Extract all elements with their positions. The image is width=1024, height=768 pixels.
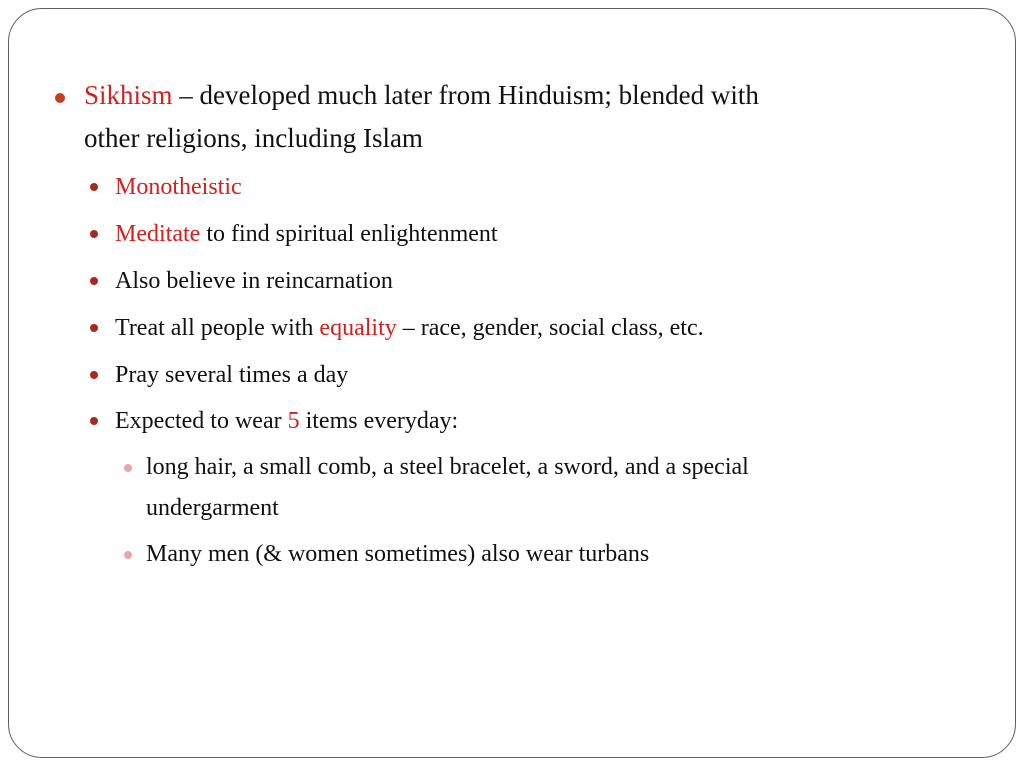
five-items-text-before: Expected to wear (115, 408, 288, 434)
sub-bullet-pray (115, 360, 348, 390)
sub-bullet-meditate (115, 219, 498, 249)
bullet-marker (124, 551, 132, 559)
sub-sub-bullet-five-ks (146, 447, 986, 488)
highlight-equality: equality (319, 315, 397, 341)
sub-sub-bullet-five-ks-continuation (146, 488, 986, 529)
sikhism-description: – developed much later from Hinduism; blended with (172, 80, 759, 110)
bullet-marker (55, 93, 65, 103)
equality-text-after: – race, gender, social class, etc. (396, 315, 704, 341)
five-items-text-after: items everyday: (299, 408, 459, 434)
highlight-monotheistic: Monotheistic (115, 174, 242, 200)
bullet-marker (124, 464, 132, 472)
meditate-text: to find spiritual enlightenment (200, 221, 498, 247)
sub-sub-bullet-turbans (146, 534, 986, 575)
bullet-marker (90, 371, 98, 379)
bullet-sikhism (84, 74, 984, 117)
sub-bullet-monotheistic (115, 172, 242, 202)
five-ks-line1: long hair, a small comb, a steel bracelet, a sword, and a special (146, 454, 749, 480)
sub-bullet-reincarnation (115, 266, 393, 296)
keyword-sikhism: Sikhism (84, 80, 173, 110)
reincarnation-text: Also believe in reincarnation (115, 268, 393, 294)
sikhism-description-line2: other religions, including Islam (84, 123, 423, 153)
bullet-marker (90, 277, 98, 285)
sub-bullet-five-items (115, 406, 458, 436)
five-ks-line2: undergarment (146, 495, 279, 521)
sub-bullet-equality (115, 313, 704, 343)
pray-text: Pray several times a day (115, 362, 349, 388)
bullet-marker (90, 417, 98, 425)
equality-text-before: Treat all people with (115, 315, 320, 341)
bullet-marker (90, 324, 98, 332)
bullet-sikhism-continuation (84, 117, 984, 160)
turbans-text: Many men (& women sometimes) also wear turbans (146, 541, 650, 567)
highlight-meditate: Meditate (115, 221, 201, 247)
bullet-marker (90, 230, 98, 238)
bullet-marker (90, 183, 98, 191)
highlight-five: 5 (287, 408, 300, 434)
